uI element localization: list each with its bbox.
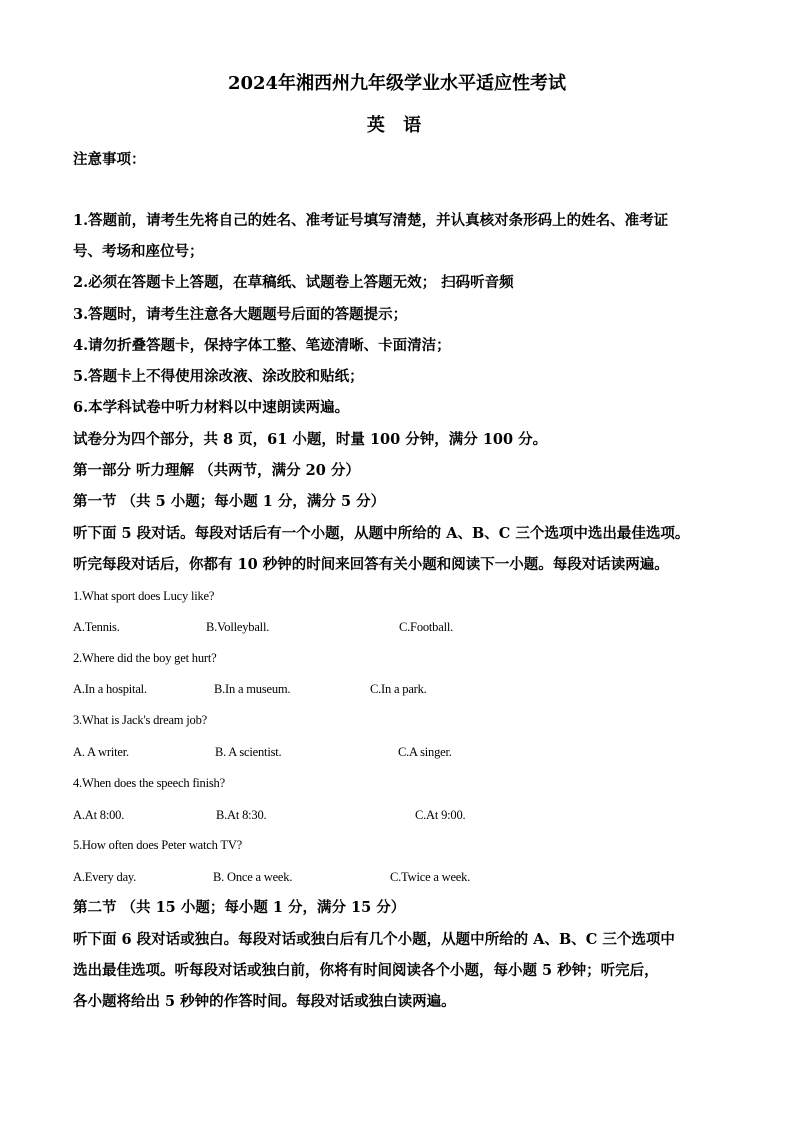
question-5-stem: 5.How often does Peter watch TV? — [73, 838, 243, 852]
section1-heading: 第一节 （共 5 小题；每小题 1 分，满分 5 分） — [73, 493, 386, 510]
question-5-option-c: C.Twice a week. — [390, 870, 471, 884]
question-2-stem: 2.Where did the boy get hurt? — [73, 651, 217, 665]
section2-instruction-3: 各小题将给出 5 秒钟的作答时间。每段对话或独白读两遍。 — [73, 993, 456, 1010]
question-5-option-b: B. Once a week. — [213, 870, 293, 884]
question-4-option-b: B.At 8:30. — [216, 808, 267, 822]
exam-summary: 试卷分为四个部分，共 8 页，61 小题，时量 100 分钟，满分 100 分。 — [73, 431, 548, 448]
subject-title: 英 语 — [366, 115, 428, 136]
question-1-option-c: C.Football. — [399, 620, 454, 634]
notice-item-1: 1.答题前，请考生先将自己的姓名、准考证号填写清楚，并认真核对条形码上的姓名、准考证 — [73, 212, 669, 229]
section1-instruction-2: 听完每段对话后，你都有 10 秒钟的时间来回答有关小题和阅读下一小题。每段对话读两遍。 — [73, 556, 669, 573]
question-1-option-a: A.Tennis. — [73, 620, 120, 634]
notice-item-6: 6.本学科试卷中听力材料以中速朗读两遍。 — [73, 399, 350, 416]
notice-item-2: 2.必须在答题卡上答题，在草稿纸、试题卷上答题无效； 扫码听音频 — [73, 274, 514, 291]
notice-heading: 注意事项： — [73, 151, 146, 168]
question-4-option-a: A.At 8:00. — [73, 808, 125, 822]
question-3-option-c: C.A singer. — [398, 745, 452, 759]
question-2-option-b: B.In a museum. — [214, 682, 291, 696]
exam-title: 2024年湘西州九年级学业水平适应性考试 — [227, 73, 567, 94]
notice-item-1-cont: 号、考场和座位号； — [73, 243, 204, 260]
notice-item-4: 4.请勿折叠答题卡，保持字体工整、笔迹清晰、卡面清洁； — [73, 337, 451, 354]
question-3-option-a: A. A writer. — [73, 745, 129, 759]
notice-item-5: 5.答题卡上不得使用涂改液、涂改胶和贴纸； — [73, 368, 364, 385]
question-3-option-b: B. A scientist. — [215, 745, 282, 759]
part1-heading: 第一部分 听力理解 （共两节，满分 20 分） — [73, 462, 360, 479]
question-5-option-a: A.Every day. — [73, 870, 137, 884]
question-1-stem: 1.What sport does Lucy like? — [73, 589, 215, 603]
question-2-option-c: C.In a park. — [370, 682, 427, 696]
section1-instruction-1: 听下面 5 段对话。每段对话后有一个小题，从题中所给的 A、B、C 三个选项中选出最佳选项。 — [73, 525, 690, 542]
question-3-stem: 3.What is Jack's dream job? — [73, 713, 207, 727]
question-4-option-c: C.At 9:00. — [415, 808, 466, 822]
question-4-stem: 4.When does the speech finish? — [73, 776, 225, 790]
notice-item-3: 3.答题时，请考生注意各大题题号后面的答题提示； — [73, 306, 408, 323]
section2-instruction-2: 选出最佳选项。听每段对话或独白前，你将有时间阅读各个小题，每小题 5 秒钟；听完后， — [73, 962, 659, 979]
section2-instruction-1: 听下面 6 段对话或独白。每段对话或独白后有几个小题，从题中所给的 A、B、C 三个选项中 — [73, 931, 675, 948]
question-2-option-a: A.In a hospital. — [73, 682, 147, 696]
question-1-option-b: B.Volleyball. — [206, 620, 270, 634]
section2-heading: 第二节 （共 15 小题；每小题 1 分，满分 15 分） — [73, 899, 406, 916]
